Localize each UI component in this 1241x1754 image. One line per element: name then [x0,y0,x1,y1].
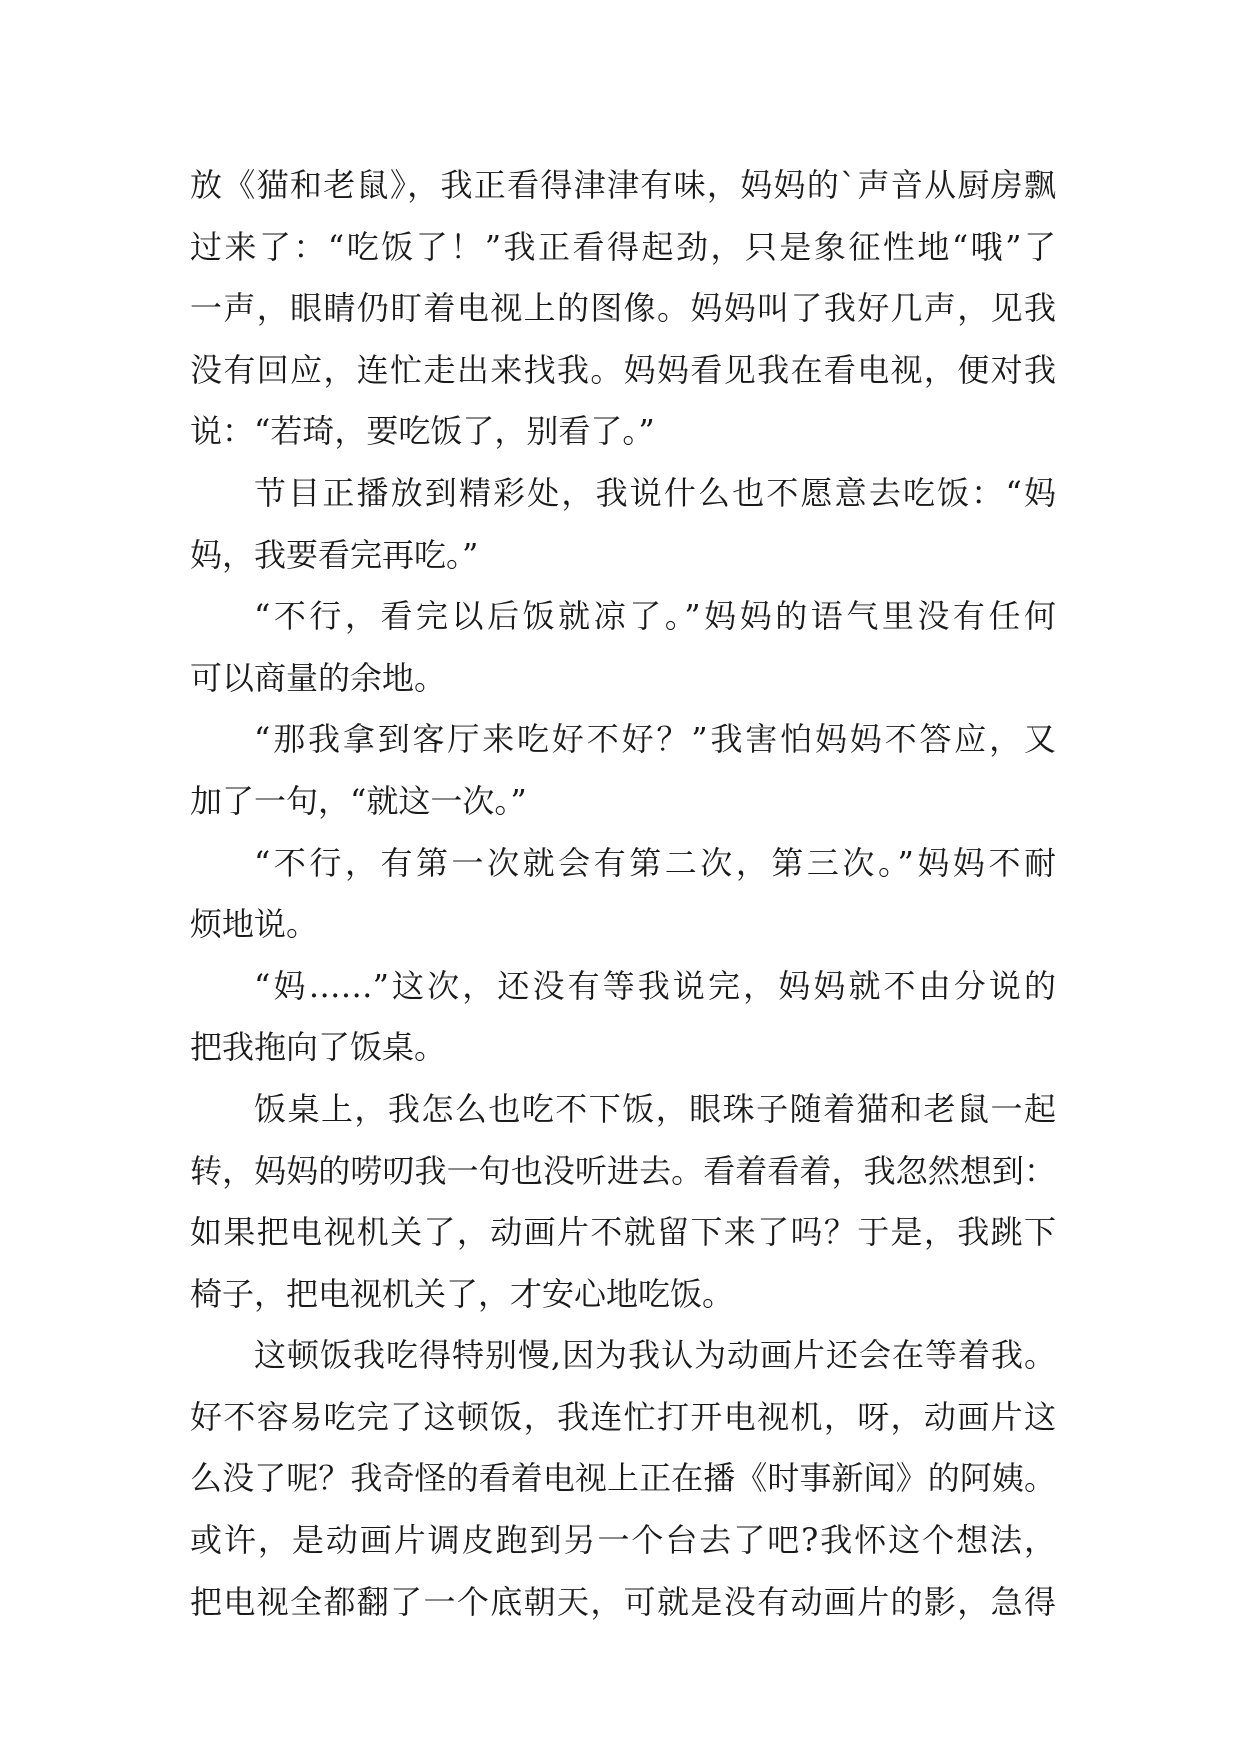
text-line: 节目正播放到精彩处，我说什么也不愿意去吃饭：“妈 [254,473,1056,512]
text-line: 么没了呢？我奇怪的看着电视上正在播《时事新闻》的阿姨。 [190,1459,1056,1498]
text-line: 如果把电视机关了，动画片不就留下来了吗？于是，我跳下 [190,1213,1056,1252]
text-line: 转，妈妈的唠叨我一句也没听进去。看着看着，我忽然想到： [190,1151,1056,1190]
text-line: “不行，看完以后饭就凉了。”妈妈的语气里没有任何 [254,597,1056,636]
text-line: 烦地说。 [190,905,319,944]
text-line: “不行，有第一次就会有第二次，第三次。”妈妈不耐 [254,843,1056,882]
text-line: 可以商量的余地。 [190,658,447,697]
text-line: “妈……”这次，还没有等我说完，妈妈就不由分说的 [254,966,1056,1005]
text-line: 没有回应，连忙走出来找我。妈妈看见我在看电视，便对我 [190,350,1056,389]
text-line: 放《猫和老鼠》，我正看得津津有味，妈妈的`声音从厨房飘 [190,166,1056,204]
text-line: 这顿饭我吃得特别慢,因为我认为动画片还会在等着我。 [254,1336,1056,1375]
text-line: 把我拖向了饭桌。 [190,1028,447,1067]
text-line: 把电视全都翻了一个底朝天，可就是没有动画片的影，急得 [190,1582,1056,1621]
text-line: 或许，是动画片调皮跑到另一个台去了吧?我怀这个想法， [190,1521,1056,1560]
text-line: 椅子，把电视机关了，才安心地吃饭。 [190,1274,735,1313]
text-line: 好不容易吃完了这顿饭，我连忙打开电视机，呀，动画片这 [190,1397,1056,1436]
text-line: 过来了：“吃饭了！”我正看得起劲，只是象征性地“哦”了 [190,227,1056,266]
text-line: 加了一句，“就这一次。” [190,781,527,820]
text-line: 饭桌上，我怎么也吃不下饭，眼珠子随着猫和老鼠一起 [254,1089,1056,1128]
document-body [190,155,1056,1633]
text-line: 妈，我要看完再吃。” [190,535,479,574]
text-line: 一声，眼睛仍盯着电视上的图像。妈妈叫了我好几声，见我 [190,289,1056,328]
text-line: “那我拿到客厅来吃好不好？”我害怕妈妈不答应，又 [254,720,1056,759]
text-line: 说：“若琦，要吃饭了，别看了。” [190,412,655,451]
